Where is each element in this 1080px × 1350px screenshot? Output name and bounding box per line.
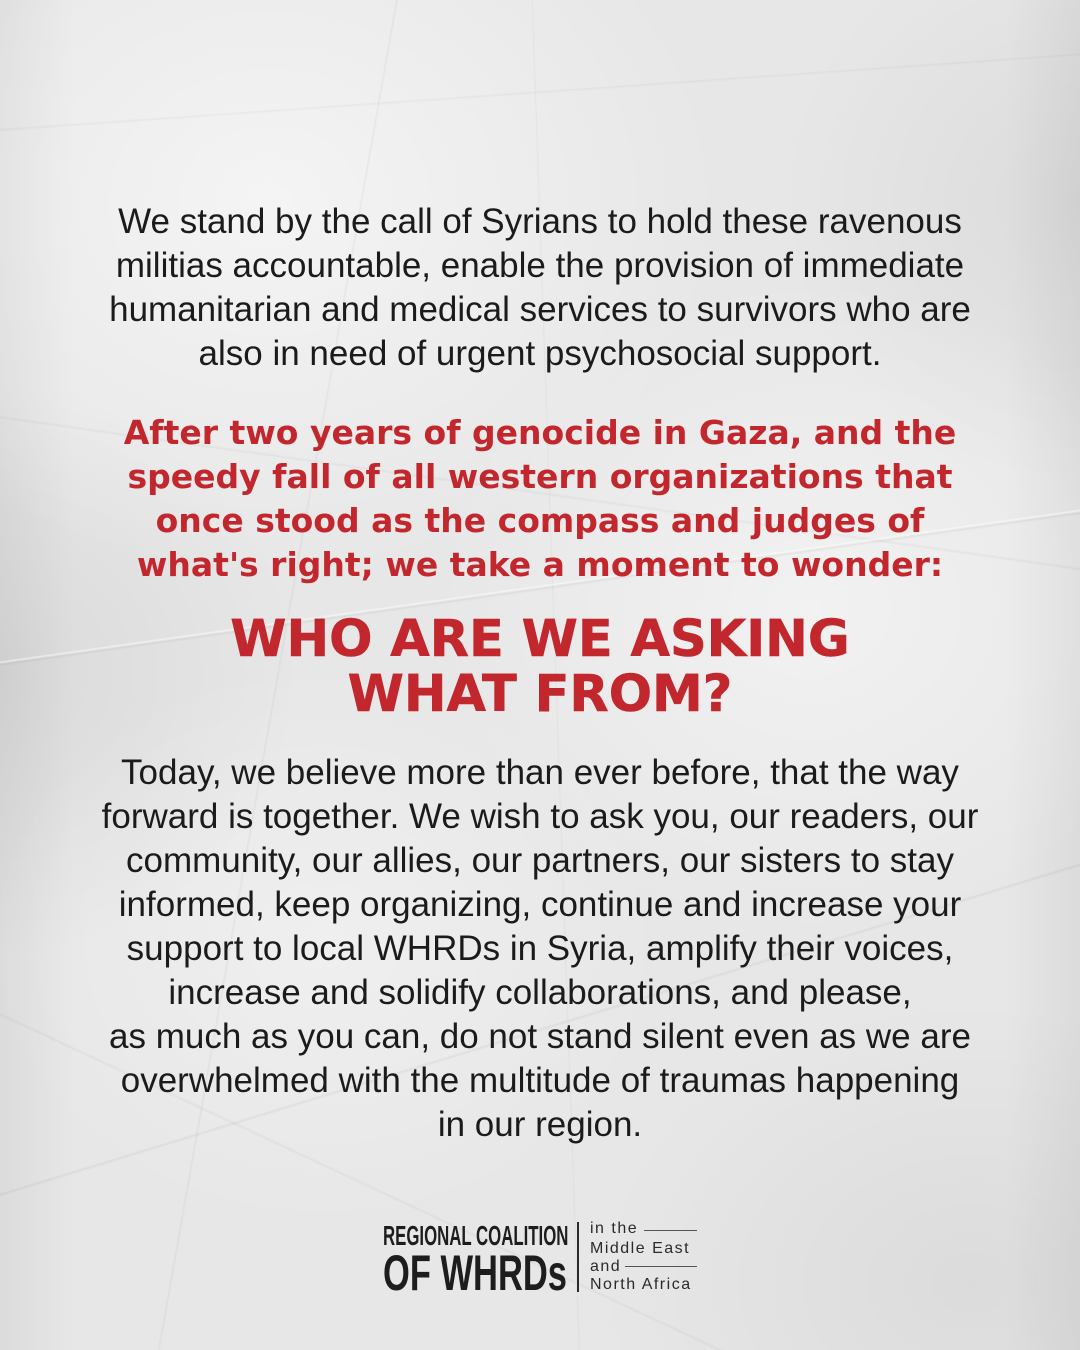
call-line: overwhelmed with the multitude of traumas happening [120,1061,960,1100]
heading-line: WHO ARE WE ASKING [230,610,850,669]
heading-line: WHAT FROM? [347,665,733,724]
intro-line: We stand by the call of Syrians to hold these ravenous [118,202,962,241]
call-line: increase and solidify collaborations, and please, [168,973,912,1012]
organization-logo [383,1218,699,1301]
logo-separator [577,1222,579,1292]
logo-region-line: and [590,1258,622,1275]
intro-line: humanitarian and medical services to survivors who are [109,290,971,329]
call-line: as much as you can, do not stand silent even as we are [109,1017,971,1056]
intro-paragraph [0,200,1080,376]
highlight-line: After two years of genocide in Gaza, and the [123,413,957,452]
call-line: support to local WHRDs in Syria, amplify their voices, [126,929,954,968]
logo-title-bottom: OF WHRDs [383,1245,567,1301]
logo-region-line: in the [590,1220,639,1237]
logo-rule-line [625,1266,697,1267]
logo-rule-line [644,1230,697,1231]
highlight-paragraph [0,411,1080,587]
call-line: informed, keep organizing, continue and increase your [118,885,962,924]
intro-line: militias accountable, enable the provision of immediate [115,246,965,285]
call-line: forward is together. We wish to ask you, our readers, our [101,797,979,836]
logo-title-top: REGIONAL COALITION [383,1220,569,1251]
call-to-action-paragraph [0,751,1080,1147]
logo-region-line: Middle East [590,1240,691,1257]
logo-region-line: North Africa [590,1276,692,1293]
highlight-line: once stood as the compass and judges of [155,501,925,540]
call-line: community, our allies, our partners, our sisters to stay [126,841,954,880]
question-heading [0,612,1080,722]
intro-line: also in need of urgent psychosocial support. [198,334,882,373]
highlight-line: speedy fall of all western organizations that [127,457,953,496]
call-line: Today, we believe more than ever before, that the way [121,753,959,792]
call-line: in our region. [437,1105,643,1144]
highlight-line: what's right; we take a moment to wonder: [136,545,944,584]
